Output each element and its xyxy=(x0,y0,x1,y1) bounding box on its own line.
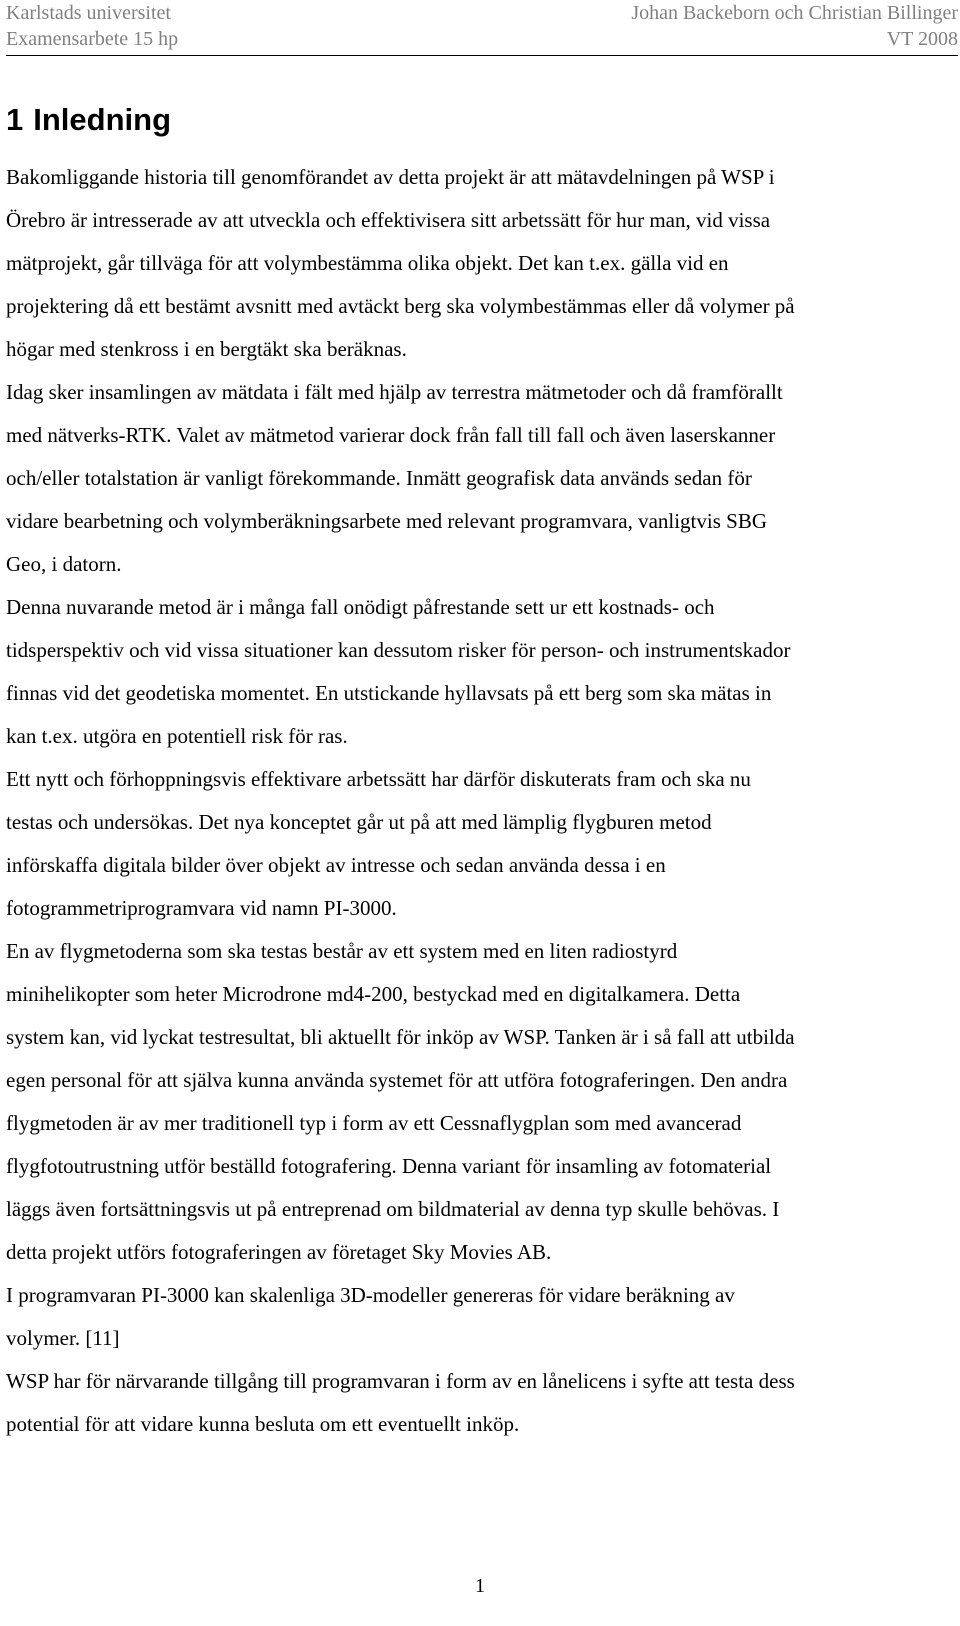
text-line: En av flygmetoderna som ska testas består av ett system med en liten radiostyrd xyxy=(6,939,678,963)
text-line: detta projekt utförs fotograferingen av företaget Sky Movies AB. xyxy=(6,1240,552,1264)
text-line: mätprojekt, går tillväga för att volymbestämma olika objekt. Det kan t.ex. gälla vid en xyxy=(6,251,729,275)
term: VT 2008 xyxy=(886,28,958,50)
text-line: egen personal för att själva kunna använda systemet för att utföra fotograferingen. Den andra xyxy=(6,1068,788,1092)
text-line: Bakomliggande historia till genomförandet av detta projekt är att mätavdelningen på WSP i xyxy=(6,165,775,189)
body-text xyxy=(6,156,954,1446)
paragraph-background xyxy=(6,156,954,371)
text-line: finnas vid det geodetiska momentet. En utstickande hyllavsats på ett berg som ska mätas in xyxy=(6,681,772,705)
text-line: med nätverks-RTK. Valet av mätmetod varierar dock från fall till fall och även laserskanner xyxy=(6,423,776,447)
text-line: testas och undersökas. Det nya konceptet går ut på att med lämplig flygburen metod xyxy=(6,810,712,834)
section-number: 1 xyxy=(6,102,24,137)
header-right-block xyxy=(631,0,958,52)
paragraph-current-method xyxy=(6,371,954,586)
text-line: projektering då ett bestämt avsnitt med avtäckt berg ska volymbestämmas eller då volymer på xyxy=(6,294,795,318)
paragraph-new-method xyxy=(6,758,954,930)
text-line: potential för att vidare kunna besluta om ett eventuellt inköp. xyxy=(6,1412,520,1436)
text-line: flygfotoutrustning utför beställd fotografering. Denna variant för insamling av fotomaterial xyxy=(6,1154,772,1178)
text-line: kan t.ex. utgöra en potentiell risk för ras. xyxy=(6,724,348,748)
text-line: WSP har för närvarande tillgång till programvaran i form av en lånelicens i syfte att testa dess xyxy=(6,1369,795,1393)
paragraph-license xyxy=(6,1360,954,1446)
section-title: Inledning xyxy=(33,102,172,137)
authors: Johan Backeborn och Christian Billinger xyxy=(631,2,958,24)
university-name: Karlstads universitet xyxy=(6,2,171,24)
text-line: volymer. [11] xyxy=(6,1326,120,1350)
text-line: Örebro är intresserade av att utveckla och effektivisera sitt arbetssätt för hur man, vid vissa xyxy=(6,208,771,232)
text-line: system kan, vid lyckat testresultat, bli aktuellt för inköp av WSP. Tanken är i så fall att utbilda xyxy=(6,1025,795,1049)
text-line: I programvaran PI-3000 kan skalenliga 3D-modeller genereras för vidare beräkning av xyxy=(6,1283,735,1307)
text-line: Ett nytt och förhoppningsvis effektivare arbetssätt har därför diskuterats fram och ska nu xyxy=(6,767,751,791)
text-line: fotogrammetriprogramvara vid namn PI-3000. xyxy=(6,896,397,920)
section-heading xyxy=(6,100,171,140)
text-line: och/eller totalstation är vanligt förekommande. Inmätt geografisk data används sedan för xyxy=(6,466,752,490)
text-line: Geo, i datorn. xyxy=(6,552,122,576)
paragraph-software xyxy=(6,1274,954,1360)
thesis-type: Examensarbete 15 hp xyxy=(6,28,179,50)
paragraph-problems xyxy=(6,586,954,758)
text-line: minihelikopter som heter Microdrone md4-200, bestyckad med en digitalkamera. Detta xyxy=(6,982,741,1006)
page-number: 1 xyxy=(475,1575,485,1597)
text-line: Idag sker insamlingen av mätdata i fält med hjälp av terrestra mätmetoder och då framförallt xyxy=(6,380,783,404)
text-line: högar med stenkross i en bergtäkt ska beräknas. xyxy=(6,337,407,361)
text-line: vidare bearbetning och volymberäkningsarbete med relevant programvara, vanligtvis SBG xyxy=(6,509,768,533)
page-header xyxy=(6,0,958,56)
text-line: flygmetoden är av mer traditionell typ i form av ett Cessnaflygplan som med avancerad xyxy=(6,1111,742,1135)
text-line: införskaffa digitala bilder över objekt av intresse och sedan använda dessa i en xyxy=(6,853,666,877)
text-line: läggs även fortsättningsvis ut på entreprenad om bildmaterial av denna typ skulle behövas. I xyxy=(6,1197,780,1221)
text-line: Denna nuvarande metod är i många fall onödigt påfrestande sett ur ett kostnads- och xyxy=(6,595,715,619)
text-line: tidsperspektiv och vid vissa situationer kan dessutom risker för person- och instrumentskador xyxy=(6,638,791,662)
paragraph-flight-methods xyxy=(6,930,954,1274)
header-left-block xyxy=(6,0,178,52)
